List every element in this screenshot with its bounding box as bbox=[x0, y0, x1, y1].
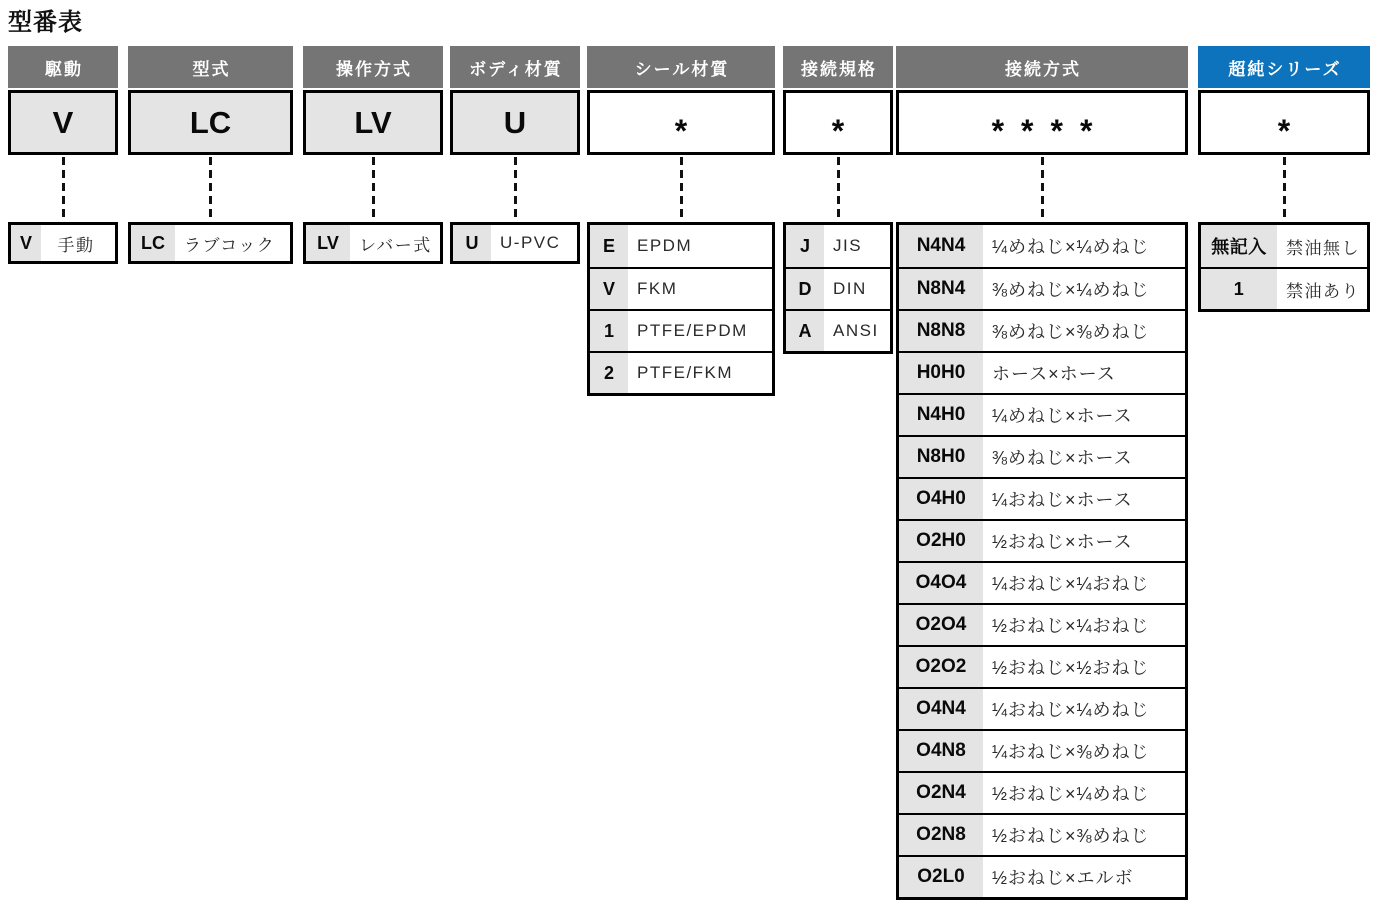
column-header-body-material: ボディ材質 bbox=[450, 46, 580, 88]
options-table-model-type bbox=[128, 222, 293, 264]
option-desc: ホース×ホース bbox=[992, 364, 1116, 384]
option-desc: ¼おねじ×¼おねじ bbox=[992, 574, 1150, 594]
option-desc: ⅜めねじ×ホース bbox=[992, 448, 1133, 468]
column-header-connection-standard: 接続規格 bbox=[783, 46, 893, 88]
option-row bbox=[899, 729, 1185, 771]
option-desc: ¼おねじ×¼めねじ bbox=[992, 700, 1150, 720]
option-row bbox=[590, 309, 772, 351]
code-value: U bbox=[503, 104, 527, 140]
option-code: O2O4 bbox=[899, 605, 983, 645]
column-header-ultrapure-series: 超純シリーズ bbox=[1198, 46, 1370, 88]
column-model-type bbox=[128, 46, 293, 255]
option-code: O2N4 bbox=[899, 773, 983, 813]
option-desc: U-PVC bbox=[500, 233, 561, 252]
code-value: V bbox=[52, 104, 74, 140]
option-desc: PTFE/FKM bbox=[637, 363, 734, 382]
option-row bbox=[786, 267, 890, 309]
option-code: O4O4 bbox=[899, 563, 983, 603]
code-value: LC bbox=[189, 104, 232, 140]
option-desc: ⅜めねじ×⅜めねじ bbox=[992, 322, 1150, 342]
option-desc: DIN bbox=[833, 279, 867, 298]
option-desc: ½おねじ×¼めねじ bbox=[992, 784, 1150, 804]
option-row bbox=[306, 225, 440, 261]
option-row bbox=[899, 813, 1185, 855]
option-row bbox=[11, 225, 115, 261]
connector-dashed-line bbox=[514, 157, 517, 217]
option-desc: ½おねじ×⅜めねじ bbox=[992, 826, 1150, 846]
options-table-connection-standard bbox=[783, 222, 893, 354]
code-box-seal-material bbox=[587, 90, 775, 155]
option-code: E bbox=[590, 225, 628, 267]
option-desc: ½おねじ×エルボ bbox=[992, 868, 1134, 888]
option-row bbox=[899, 267, 1185, 309]
option-row bbox=[786, 309, 890, 351]
column-operation bbox=[303, 46, 443, 255]
option-code: O4N8 bbox=[899, 731, 983, 771]
column-header-operation: 操作方式 bbox=[303, 46, 443, 88]
option-row bbox=[899, 855, 1185, 897]
option-code: 2 bbox=[590, 353, 628, 393]
option-code: V bbox=[11, 225, 41, 261]
code-box-connection-standard bbox=[783, 90, 893, 155]
option-row bbox=[590, 267, 772, 309]
code-box-drive bbox=[8, 90, 118, 155]
options-table-seal-material bbox=[587, 222, 775, 396]
code-box-connection-method bbox=[896, 90, 1188, 155]
option-row bbox=[899, 519, 1185, 561]
column-connection-method bbox=[896, 46, 1188, 888]
option-desc: PTFE/EPDM bbox=[637, 321, 748, 340]
option-desc: 禁油無し bbox=[1286, 238, 1360, 258]
option-desc: ½おねじ×¼おねじ bbox=[992, 616, 1150, 636]
option-code: N8N8 bbox=[899, 311, 983, 351]
option-row bbox=[899, 435, 1185, 477]
option-code: O2N8 bbox=[899, 815, 983, 855]
option-desc: ¼おねじ×ホース bbox=[992, 490, 1133, 510]
option-code: N8N4 bbox=[899, 269, 983, 309]
column-header-drive: 駆動 bbox=[8, 46, 118, 88]
options-table-operation bbox=[303, 222, 443, 264]
page-title: 型番表 bbox=[8, 9, 83, 36]
option-code: N4H0 bbox=[899, 395, 983, 435]
option-row bbox=[899, 645, 1185, 687]
code-value: LV bbox=[354, 104, 392, 140]
option-desc: ラブコック bbox=[184, 235, 276, 255]
option-row bbox=[899, 477, 1185, 519]
options-table-body-material bbox=[450, 222, 580, 264]
option-row bbox=[899, 351, 1185, 393]
option-row bbox=[131, 225, 290, 261]
option-desc: JIS bbox=[833, 236, 863, 255]
option-desc: FKM bbox=[637, 279, 678, 298]
code-box-operation bbox=[303, 90, 443, 155]
option-row bbox=[453, 225, 577, 261]
code-box-ultrapure-series bbox=[1198, 90, 1370, 155]
code-box-body-material bbox=[450, 90, 580, 155]
option-row bbox=[590, 351, 772, 393]
code-value: * bbox=[674, 112, 688, 149]
column-connection-standard bbox=[783, 46, 893, 341]
option-desc: ¼めねじ×¼めねじ bbox=[992, 237, 1150, 257]
option-code: LV bbox=[306, 225, 350, 261]
column-drive bbox=[8, 46, 118, 255]
option-desc: 禁油あり bbox=[1286, 281, 1360, 301]
connector-dashed-line bbox=[680, 157, 683, 217]
options-table-drive bbox=[8, 222, 118, 264]
connector-dashed-line bbox=[837, 157, 840, 217]
option-code: O2H0 bbox=[899, 521, 983, 561]
option-code: V bbox=[590, 269, 628, 309]
option-code: D bbox=[786, 269, 824, 309]
option-row bbox=[899, 309, 1185, 351]
option-code: 1 bbox=[1201, 269, 1277, 309]
option-row bbox=[899, 771, 1185, 813]
code-box-model-type bbox=[128, 90, 293, 155]
connector-dashed-line bbox=[209, 157, 212, 217]
option-desc: レバー式 bbox=[359, 235, 432, 255]
option-desc: ½おねじ×½おねじ bbox=[992, 658, 1150, 678]
connector-dashed-line bbox=[1283, 157, 1286, 217]
option-code: LC bbox=[131, 225, 175, 261]
option-code: A bbox=[786, 311, 824, 351]
option-code: J bbox=[786, 225, 824, 267]
column-header-model-type: 型式 bbox=[128, 46, 293, 88]
option-code: O4H0 bbox=[899, 479, 983, 519]
option-code: O4N4 bbox=[899, 689, 983, 729]
code-value: * bbox=[831, 112, 845, 149]
code-value: * bbox=[1277, 112, 1291, 149]
option-code: H0H0 bbox=[899, 353, 983, 393]
option-desc: 手動 bbox=[57, 235, 95, 255]
option-row bbox=[1201, 267, 1367, 309]
option-row bbox=[899, 687, 1185, 729]
code-value: **** bbox=[991, 112, 1110, 149]
option-row bbox=[899, 603, 1185, 645]
options-table-connection-method bbox=[896, 222, 1188, 900]
connector-dashed-line bbox=[62, 157, 65, 217]
option-desc: ⅜めねじ×¼めねじ bbox=[992, 280, 1150, 300]
option-desc: ¼めねじ×ホース bbox=[992, 406, 1133, 426]
option-row bbox=[786, 225, 890, 267]
column-body-material bbox=[450, 46, 580, 253]
options-table-ultrapure-series bbox=[1198, 222, 1370, 312]
option-desc: EPDM bbox=[637, 236, 693, 255]
column-ultrapure-series bbox=[1198, 46, 1370, 301]
option-code: O2L0 bbox=[899, 857, 983, 897]
option-row bbox=[899, 393, 1185, 435]
column-header-connection-method: 接続方式 bbox=[896, 46, 1188, 88]
option-row bbox=[1201, 225, 1367, 267]
column-seal-material bbox=[587, 46, 775, 383]
option-code: U bbox=[453, 225, 491, 261]
option-desc: ¼おねじ×⅜めねじ bbox=[992, 742, 1150, 762]
connector-dashed-line bbox=[1041, 157, 1044, 217]
option-code: N4N4 bbox=[899, 225, 983, 267]
option-row bbox=[590, 225, 772, 267]
option-code: 1 bbox=[590, 311, 628, 351]
connector-dashed-line bbox=[372, 157, 375, 217]
option-row bbox=[899, 561, 1185, 603]
option-code: 無記入 bbox=[1201, 225, 1277, 267]
option-code: O2O2 bbox=[899, 647, 983, 687]
option-row bbox=[899, 225, 1185, 267]
column-header-seal-material: シール材質 bbox=[587, 46, 775, 88]
option-desc: ½おねじ×ホース bbox=[992, 532, 1133, 552]
option-code: N8H0 bbox=[899, 437, 983, 477]
option-desc: ANSI bbox=[833, 321, 879, 340]
